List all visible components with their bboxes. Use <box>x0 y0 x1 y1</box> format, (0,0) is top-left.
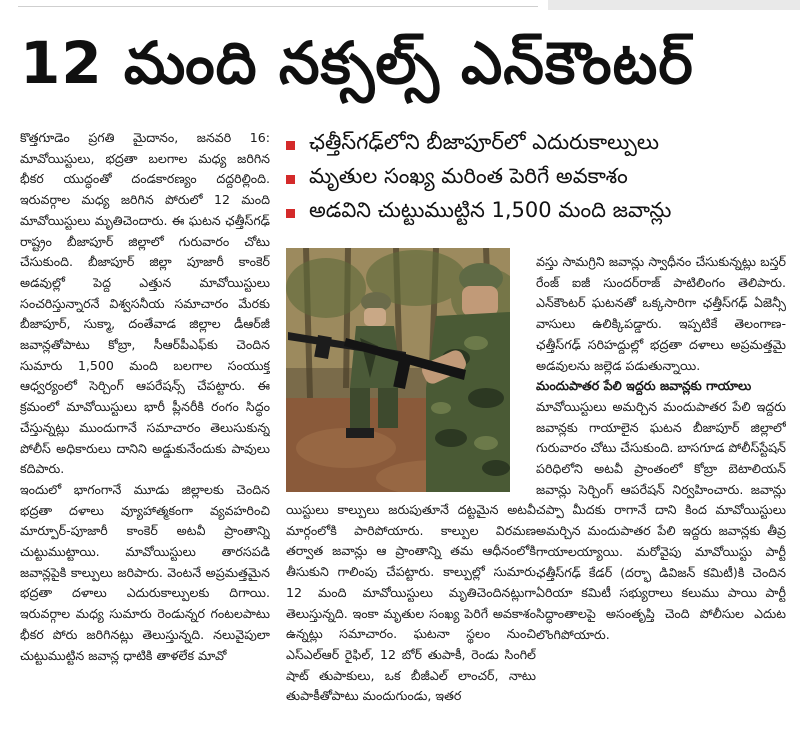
top-strip <box>0 0 800 12</box>
bullet-item <box>284 128 790 162</box>
bullet-item <box>284 196 790 230</box>
header-box <box>548 0 800 10</box>
bullet-text: ఛత్తీస్‌గఢ్‌లోని బీజాపూర్‌లో ఎదురుకాల్పులు <box>309 130 660 154</box>
headline: 12 మంది నక్సల్స్ ఎన్‌కౌంటర్ <box>20 29 694 97</box>
column2-paragraph-1: యిస్టులు కాల్పులు జరుపుతూనే దట్టమైన అటవీ మార్గంలోకి పారిపోయారు. కాల్పుల విరమణ తర్వాత జవాన్లు ఆ ప్రాంతాన్ని తమ ఆధీనంలోకి తీసుకుని గాలింపు చేపట్టారు. కాల్పుల్లో సుమారు 12 మంది మావోయిస్టులు మృతిచెందినట్లుగా తెలుస్తున్నది. ఇంకా మృతుల సంఖ్య పెరిగే అవకాశం ఉన్నట్లు సమాచారం. ఘటనా స్థలం నుంచి ఎస్‌ఎల్‌ఆర్ రైఫిల్, 12 బోర్ తుపాకీ, రెండు సింగిల్ షాట్ తుపాకులు, ఒక బీజీఎల్ లాంచర్, నాటు తుపాకీతోపాటు మందుగుండు, ఇతర <box>286 502 536 704</box>
column1-paragraph-2: ఇందులో భాగంగానే మూడు జిల్లాలకు చెందిన భద్రతా దళాలు వ్యూహాత్మకంగా వ్యవహరించి మార్పూర్-పూజారీ కాంకెర్ అటవీ ప్రాంతాన్ని చుట్టుముట్టాయి. మావోయిస్టులు తారసపడి జవాన్లపైకి కాల్పులు జరిపారు. వెంటనే అప్రమత్తమైన భద్రతా దళాలు ఎదురుకాల్పులకు దిగాయి. ఇరువర్గాల మధ్య సుమారు రెండున్నర గంటలపాటు భీకర పోరు జరిగినట్లు తెలుస్తున్నది. నలువైపులా చుట్టుముట్టిన జవాన్ల ధాటికి తాళలేక మావో <box>20 481 270 663</box>
column3-paragraph-2: మావోయిస్టులు అమర్చిన మందుపాతర పేలి ఇద్దరు జవాన్లకు గాయాలైన ఘటన బీజాపూర్ జిల్లాలో గురువారం చోటు చేసుకుంది. బాసగూడ పోలీస్‌స్టేషన్ పరిధిలోని అటవీ ప్రాంతంలో కోబ్రా బెటాలియన్ జవాన్లు సెర్చింగ్ ఆపరేషన్ నిర్వహించారు. జవాన్లు చప్పా మీదకు రాగానే దాని కింద మావోయిస్టులు అమర్చిన మందుపాతర పేలి ఇద్దరు జవాన్లకు తీవ్ర గాయాలయ్యాయి. మరోవైపు మావోయిస్టు పార్టీ ఛత్తీస్‌గఢ్ కేడర్ (దర్భా డివిజన్ కమిటీ)కి చెందిన ఏరియా కమిటీ సభ్యురాలు కలుము పాయి పార్టీ సిద్ధాంతాలపై అసంతృప్తి చెంది పోలీసుల ఎదుట లొంగిపోయారు. <box>536 398 786 642</box>
article-column-3 <box>536 252 786 734</box>
column1-paragraph-1: కొత్తగూడెం ప్రగతి మైదానం, జనవరి 16: మావోయిస్టులు, భద్రతా బలగాల మధ్య జరిగిన భీకర యుద్ధంతో దండకారణ్యం దద్దరిల్లింది. ఇరువర్గాల మధ్య జరిగిన పోరులో 12 మంది మావోయిస్టులు మృతిచెందారు. ఈ ఘటన ఛత్తీస్‌గఢ్ రాష్ట్రం బీజాపూర్ జిల్లాలో గురువారం చోటు చేసుకుంది. బీజాపూర్ జిల్లా పూజారీ కాంకెర్ అడవుల్లో పెద్ద ఎత్తున మావోయిస్టులు సంచరిస్తున్నారనే విశ్వసనీయ సమాచారం మేరకు బీజాపూర్, సుక్మా, దంతేవాడ జిల్లాల డీఆర్‌జీ జవాన్లతోపాటు కోబ్రా, సీఆర్‌పీఎఫ్‌కు చెందిన సుమారు 1,500 మంది బలగాల సంయుక్త ఆధ్వర్యంలో సెర్చింగ్ ఆపరేషన్స్ చేపట్టారు. ఈ క్రమంలో మావోయిస్టులు భారీ ప్లీనరీకి రంగం సిద్ధం చేస్తున్నట్లు ముందుగానే సమాచారం తెలుసుకున్న పోలీస్ అధికారులు దానిని అడ్డుకునేందుకు పావులు కదిపారు. <box>20 130 270 477</box>
article-column-2 <box>286 500 536 734</box>
soldiers-photo <box>286 248 510 492</box>
red-square-icon <box>286 175 295 184</box>
bullet-item <box>284 162 790 196</box>
bullet-text: మృతుల సంఖ్య మరింత పెరిగే అవకాశం <box>309 164 628 188</box>
red-square-icon <box>286 141 295 150</box>
column3-subheading: మందుపాతర పేలి ఇద్దరు జవాన్లకు గాయాలు <box>536 378 752 394</box>
header-rule <box>18 0 538 7</box>
column3-paragraph-1: వస్తు సామగ్రిని జవాన్లు స్వాధీనం చేసుకున్నట్లు బస్తర్ రేంజ్ ఐజీ సుందర్‌రాజ్ పాటిలింగం తెలిపారు. ఎన్‌కౌంటర్ ఘటనతో ఒక్కసారిగా ఛత్తీస్‌గఢ్ ఏజెన్సీ వాసులు ఉలిక్కిపడ్డారు. ఇప్పటికే తెలంగాణ-ఛత్తీస్‌గఢ్ సరిహద్దుల్లో భద్రతా దళాలు అప్రమత్తమై అడవులను జల్లెడ పడుతున్నాయి. <box>536 254 786 373</box>
bullet-text: అడవిని చుట్టుముట్టిన 1,500 మంది జవాన్లు <box>309 198 672 222</box>
bullet-list <box>284 128 790 230</box>
red-square-icon <box>286 209 295 218</box>
article-column-1 <box>20 128 270 734</box>
soldiers-photo-graphic <box>286 248 510 492</box>
